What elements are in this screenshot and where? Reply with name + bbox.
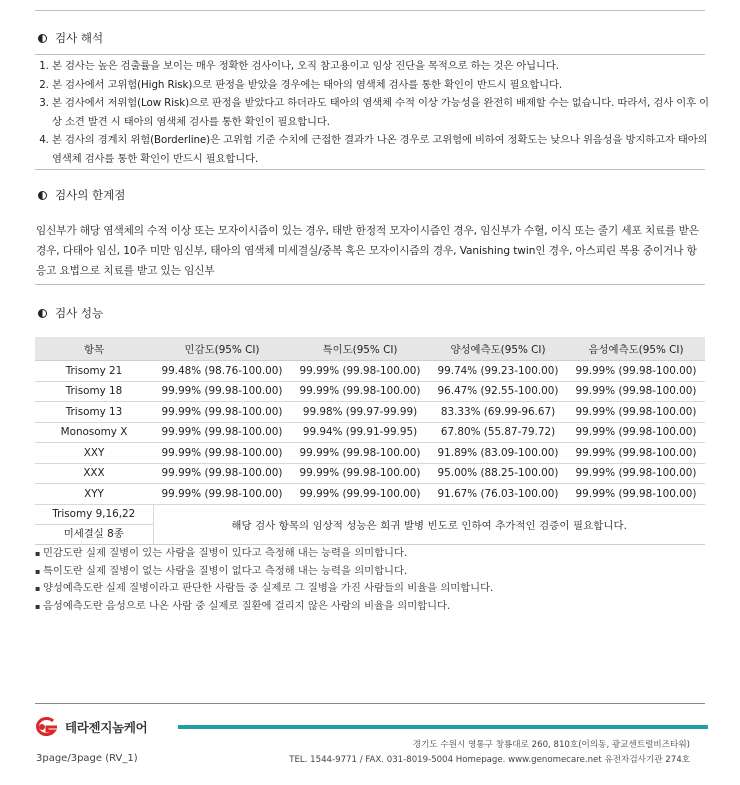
cell-value: 96.47% (92.55-100.00) — [429, 381, 567, 402]
rare-label-microdeletion: 미세결실 8종 — [63, 527, 124, 540]
company-logo — [33, 716, 147, 738]
top-divider — [35, 10, 705, 11]
footer-address: 경기도 수원시 영통구 창룡대로 260, 810호(이의동, 광교센트럴비즈타워) — [412, 740, 690, 750]
half-circle-icon — [38, 309, 47, 318]
definition-item: ▪ 특이도란 실제 질병이 없는 사람을 질병이 없다고 측정해 내는 능력을 의미합니다. — [35, 563, 493, 581]
half-circle-icon — [38, 191, 47, 200]
cell-item: XXX — [35, 463, 153, 484]
table-row — [35, 381, 705, 402]
definition-item: ▪ 음성예측도란 음성으로 나온 사람 중 실제로 질환에 걸리지 않은 사람의 비율을 의미합니다. — [35, 598, 493, 616]
table-row — [35, 443, 705, 464]
interpretation-title: 검사 해석 — [55, 31, 104, 45]
divider — [35, 169, 705, 170]
footer-accent-bar — [178, 725, 708, 729]
divider — [35, 54, 705, 55]
cell-item: XYY — [35, 484, 153, 505]
cell-rare-note: 해당 검사 항목의 임상적 성능은 희귀 발병 빈도로 인하여 추가적인 검증이 필요합니다. — [153, 504, 705, 544]
footer-contact: TEL. 1544-9771 / FAX. 031-8019-5004 Homepage. www.genomecare.net 유전자검사기관 274호 — [289, 755, 690, 765]
table-row — [35, 422, 705, 443]
rare-label-trisomy: Trisomy 9,16,22 — [35, 505, 153, 525]
definition-item: ▪ 민감도란 실제 질병이 있는 사람을 질병이 있다고 측정해 내는 능력을 의미합니다. — [35, 545, 493, 563]
cell-value: 91.89% (83.09-100.00) — [429, 443, 567, 464]
cell-value: 99.98% (99.97-99.99) — [291, 402, 429, 423]
cell-value: 67.80% (55.87-79.72) — [429, 422, 567, 443]
cell-value: 91.67% (76.03-100.00) — [429, 484, 567, 505]
header-ppv: 양성예측도(95% CI) — [429, 337, 567, 361]
interpretation-item: 2. 본 검사에서 고위험(High Risk)으로 판정을 받았을 경우에는 태아의 염색체 검사를 통한 확인이 반드시 필요합니다. — [52, 76, 717, 95]
header-sensitivity: 민감도(95% CI) — [153, 337, 291, 361]
section-title-interpretation — [38, 30, 103, 46]
cell-value: 99.99% (99.98-100.00) — [567, 484, 705, 505]
interpretation-item: 3. 본 검사에서 저위험(Low Risk)으로 판정을 받았다고 하더라도 태아의 염색체 수적 이상 가능성을 완전히 배제할 수는 없습니다. 따라서, 검사 이후 이상 소견 발견 시 태아의 염색체 검사를 통한 확인이 필요합니다. — [52, 94, 717, 131]
cell-value: 99.99% (99.98-100.00) — [153, 402, 291, 423]
footer-address-block — [289, 738, 690, 768]
cell-value: 99.99% (99.98-100.00) — [567, 381, 705, 402]
cell-value: 99.99% (99.98-100.00) — [153, 443, 291, 464]
cell-value: 99.99% (99.98-100.00) — [291, 443, 429, 464]
section-title-performance — [38, 305, 103, 321]
cell-item: Trisomy 13 — [35, 402, 153, 423]
definition-item: ▪ 양성예측도란 실제 질병이라고 판단한 사람들 중 실제로 그 질병을 가진 사람들의 비율을 의미합니다. — [35, 580, 493, 598]
company-name: 테라젠지놈케어 — [65, 720, 148, 735]
table-row — [35, 402, 705, 423]
cell-item: Monosomy X — [35, 422, 153, 443]
cell-value: 99.99% (99.98-100.00) — [567, 361, 705, 382]
cell-value: 99.99% (99.98-100.00) — [291, 463, 429, 484]
footer-divider — [35, 703, 705, 704]
cell-value: 99.99% (99.98-100.00) — [567, 463, 705, 484]
section-title-limitations — [38, 187, 125, 203]
cell-value: 99.99% (99.99-100.00) — [291, 484, 429, 505]
limitations-title: 검사의 한계점 — [55, 188, 126, 202]
cell-item: Trisomy 18 — [35, 381, 153, 402]
cell-rare-items — [35, 504, 153, 544]
cell-value: 99.99% (99.98-100.00) — [567, 402, 705, 423]
performance-table — [35, 337, 705, 545]
divider — [35, 284, 705, 285]
cell-value: 99.99% (99.98-100.00) — [153, 463, 291, 484]
cell-value: 99.99% (99.98-100.00) — [567, 422, 705, 443]
cell-value: 99.99% (99.98-100.00) — [567, 443, 705, 464]
cell-value: 99.74% (99.23-100.00) — [429, 361, 567, 382]
table-header-row — [35, 337, 705, 361]
cell-value: 99.99% (99.98-100.00) — [153, 422, 291, 443]
cell-value: 99.99% (99.98-100.00) — [291, 381, 429, 402]
header-item: 항목 — [35, 337, 153, 361]
genome-logo-icon — [33, 716, 61, 738]
cell-value: 99.99% (99.98-100.00) — [153, 381, 291, 402]
cell-value: 99.99% (99.98-100.00) — [153, 484, 291, 505]
table-row — [35, 484, 705, 505]
header-npv: 음성예측도(95% CI) — [567, 337, 705, 361]
cell-item: Trisomy 21 — [35, 361, 153, 382]
interpretation-list — [35, 57, 717, 169]
page-number: 3page/3page (RV_1) — [36, 753, 138, 764]
header-specificity: 특이도(95% CI) — [291, 337, 429, 361]
interpretation-item: 4. 본 검사의 경계치 위험(Borderline)은 고위험 기준 수치에 근접한 결과가 나온 경우로 고위험에 비하여 정확도는 낮으나 위음성을 방지하고자 태아의 염색체 검사를 통한 확인이 반드시 필요합니다. — [52, 131, 717, 168]
cell-value: 99.48% (98.76-100.00) — [153, 361, 291, 382]
cell-value: 83.33% (69.99-96.67) — [429, 402, 567, 423]
performance-title: 검사 성능 — [55, 306, 104, 320]
cell-value: 99.99% (99.98-100.00) — [291, 361, 429, 382]
table-row — [35, 361, 705, 382]
cell-item: XXY — [35, 443, 153, 464]
definitions-list — [35, 545, 493, 615]
table-row-rare — [35, 504, 705, 544]
interpretation-item: 1. 본 검사는 높은 검출률을 보이는 매우 정확한 검사이나, 오직 참고용이고 임상 진단을 목적으로 하는 것은 아닙니다. — [52, 57, 717, 76]
cell-value: 99.94% (99.91-99.95) — [291, 422, 429, 443]
limitations-text: 임신부가 해당 염색체의 수적 이상 또는 모자이시즘이 있는 경우, 태반 한정적 모자이시즘인 경우, 임신부가 수혈, 이식 또는 줄기 세포 치료를 받은 경우, 다태아 임신, 10주 미만 임신부, 태아의 염색체 미세결실/중복 혹은 모자이시즘의 경우, Vanishing twin인 경우, 아스피린 복용 중이거나 항 응고 요법으로 치료를 받고 있는 임신부 — [36, 225, 699, 277]
half-circle-icon — [38, 34, 47, 43]
table-row — [35, 463, 705, 484]
cell-value: 95.00% (88.25-100.00) — [429, 463, 567, 484]
